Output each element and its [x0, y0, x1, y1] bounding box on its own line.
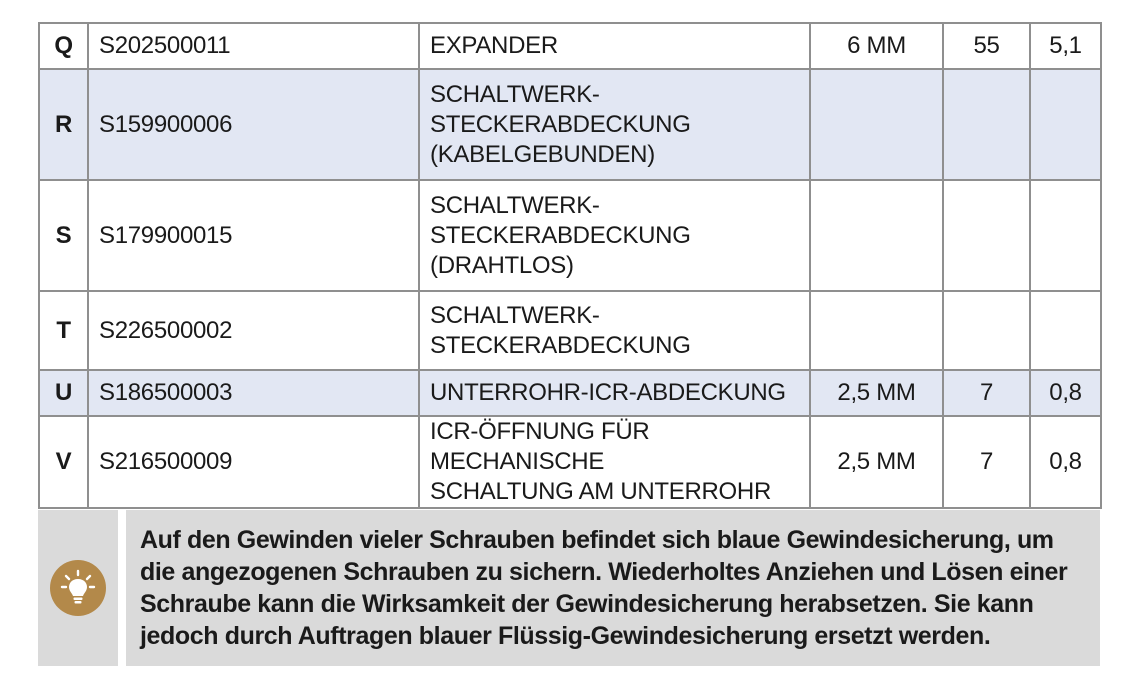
tip-line: jedoch durch Auftragen blauer Flüssig-Gewindesicherung ersetzt werden.	[140, 622, 991, 650]
row-letter: V	[39, 416, 88, 508]
value-a-cell: 7	[943, 416, 1030, 508]
part-name-line: (DRAHTLOS)	[430, 251, 574, 279]
value-b-cell	[1030, 180, 1101, 291]
part-number: S186500003	[88, 370, 419, 416]
tip-icon-column	[38, 510, 118, 666]
part-number: S202500011	[88, 23, 419, 69]
part-name-line: SCHALTUNG AM UNTERROHR	[430, 478, 771, 505]
part-name	[419, 69, 810, 180]
part-name	[419, 370, 810, 416]
size-cell: 2,5 MM	[810, 370, 943, 416]
part-name	[419, 23, 810, 69]
table-row	[39, 23, 1101, 69]
part-name	[419, 416, 810, 508]
part-name-line: STECKERABDECKUNG	[430, 110, 691, 138]
table-row	[39, 69, 1101, 180]
table-row	[39, 180, 1101, 291]
lightbulb-icon	[50, 560, 106, 616]
value-a-cell	[943, 180, 1030, 291]
row-letter: R	[39, 69, 88, 180]
part-number: S226500002	[88, 291, 419, 370]
part-name	[419, 291, 810, 370]
part-name-line: STECKERABDECKUNG	[430, 331, 691, 359]
size-cell	[810, 180, 943, 291]
part-name-line: STECKERABDECKUNG	[430, 221, 691, 249]
part-name-line: EXPANDER	[430, 32, 558, 59]
tip-text-column	[126, 510, 1100, 666]
parts-table	[38, 22, 1102, 509]
row-letter: T	[39, 291, 88, 370]
tip-text	[140, 524, 1067, 652]
part-name-line: UNTERROHR-ICR-ABDECKUNG	[430, 379, 786, 406]
table-row	[39, 291, 1101, 370]
size-cell: 2,5 MM	[810, 416, 943, 508]
value-a-cell	[943, 291, 1030, 370]
row-letter: U	[39, 370, 88, 416]
value-b-cell	[1030, 69, 1101, 180]
part-name-line: SCHALTWERK-	[430, 191, 600, 219]
part-number: S159900006	[88, 69, 419, 180]
table-row	[39, 370, 1101, 416]
value-a-cell: 7	[943, 370, 1030, 416]
value-b-cell: 0,8	[1030, 416, 1101, 508]
size-cell: 6 MM	[810, 23, 943, 69]
value-b-cell: 5,1	[1030, 23, 1101, 69]
size-cell	[810, 291, 943, 370]
tip-line: Schraube kann die Wirksamkeit der Gewindesicherung herabsetzen. Sie kann	[140, 590, 1034, 618]
tip-line: die angezogenen Schrauben zu sichern. Wiederholtes Anziehen und Lösen einer	[140, 558, 1068, 586]
value-a-cell	[943, 69, 1030, 180]
part-number: S216500009	[88, 416, 419, 508]
part-number: S179900015	[88, 180, 419, 291]
value-b-cell: 0,8	[1030, 370, 1101, 416]
part-name-line: ICR-ÖFFNUNG FÜR MECHANISCHE	[430, 418, 650, 475]
value-a-cell: 55	[943, 23, 1030, 69]
part-name-line: SCHALTWERK-	[430, 301, 600, 329]
value-b-cell	[1030, 291, 1101, 370]
table-row	[39, 416, 1101, 508]
part-name	[419, 180, 810, 291]
part-name-line: (KABELGEBUNDEN)	[430, 140, 655, 168]
row-letter: Q	[39, 23, 88, 69]
tip-line: Auf den Gewinden vieler Schrauben befindet sich blaue Gewindesicherung, um	[140, 526, 1054, 554]
tip-box	[38, 510, 1100, 666]
part-name-line: SCHALTWERK-	[430, 80, 600, 108]
row-letter: S	[39, 180, 88, 291]
size-cell	[810, 69, 943, 180]
